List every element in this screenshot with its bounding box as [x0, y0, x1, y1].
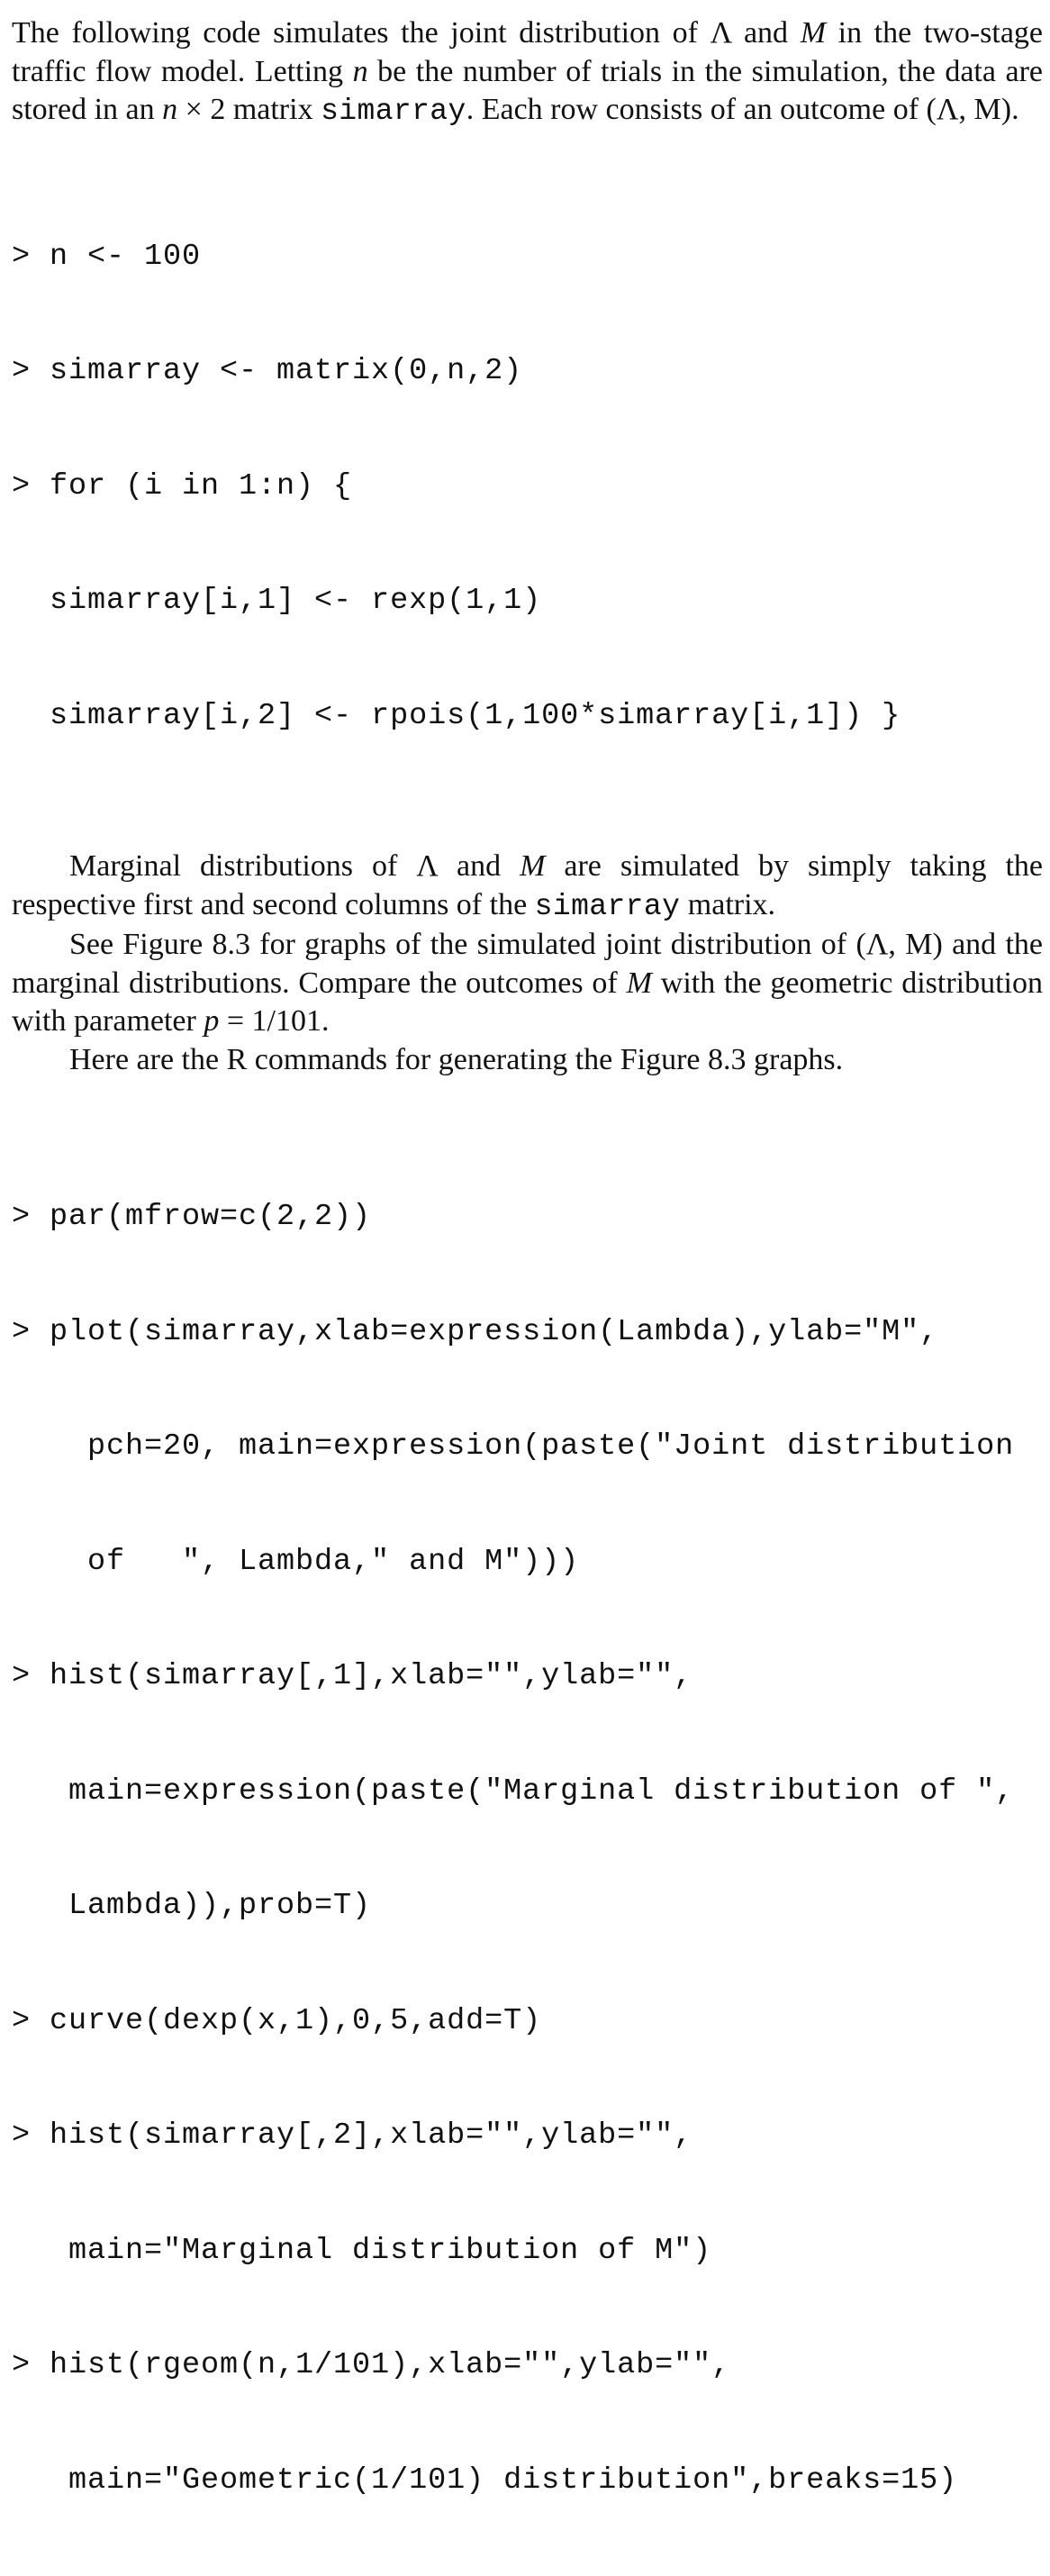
code-line: > hist(rgeom(n,1/101),xlab="",ylab="", — [12, 2348, 731, 2382]
code-line: > plot(simarray,xlab=expression(Lambda),ylab="M", — [12, 1314, 939, 1349]
figure-text-3: with the geometric distribution with parameter — [12, 966, 1043, 1038]
simarray-code-term: simarray — [534, 889, 681, 923]
m-symbol: M — [520, 849, 546, 883]
code-line: > par(mfrow=c(2,2)) — [12, 1200, 372, 1234]
marginal-text-3: are simulated by simply taking the respective first and second columns of the — [12, 849, 1044, 921]
m-symbol: M — [800, 16, 827, 50]
code-line: > for (i in 1:n) { — [12, 468, 353, 503]
code-line: Lambda)),prob=T) — [12, 1889, 372, 1923]
figure-paragraph — [12, 926, 1043, 1041]
intro-text-2: and — [731, 16, 801, 50]
page-content — [12, 14, 1043, 2576]
commands-paragraph: Here are the R commands for generating the Figure 8.3 graphs. — [69, 1042, 844, 1076]
lambda-symbol: Λ — [416, 849, 439, 883]
code-line: pch=20, main=expression(paste("Joint distribution — [12, 1429, 1015, 1464]
simarray-code-term: simarray — [321, 95, 466, 128]
intro-paragraph — [12, 14, 1043, 132]
code-line: main="Marginal distribution of M") — [12, 2233, 712, 2268]
code-block-plotting — [12, 1121, 1043, 2576]
lambda-m-pair: (Λ, M) — [855, 928, 943, 961]
marginal-paragraph — [12, 848, 1043, 926]
code-line: > n <- 100 — [12, 239, 202, 274]
p-symbol: p — [204, 1004, 220, 1038]
intro-text-4: be the number of trials in the simulation, the data are stored in an — [12, 54, 1044, 126]
code-line: > curve(dexp(x,1),0,5,add=T) — [12, 2003, 542, 2038]
intro-text-1: The following code simulates the joint distribution of — [12, 16, 711, 50]
intro-text-6: . — [1011, 93, 1019, 126]
m-symbol: M — [626, 966, 652, 1000]
intro-text-3: in the two-stage traffic flow model. Letting — [12, 16, 1044, 88]
lambda-m-pair: (Λ, M) — [926, 93, 1012, 126]
intro-text-5: . Each row consists of an outcome of — [466, 93, 927, 126]
code-block-simulation — [12, 161, 1043, 812]
code-line: simarray[i,1] <- rexp(1,1) — [12, 584, 542, 618]
code-line: > hist(simarray[,2],xlab="",ylab="", — [12, 2118, 693, 2153]
code-line: > simarray <- matrix(0,n,2) — [12, 354, 523, 388]
code-line: main="Geometric(1/101) distribution",breaks=15) — [12, 2463, 958, 2498]
explanation-section — [12, 848, 1043, 1079]
figure-text-2: and the marginal distributions. Compare the outcomes of — [12, 928, 1043, 1000]
marginal-text-1: Marginal distributions of — [69, 849, 417, 883]
code-line: simarray[i,2] <- rpois(1,100*simarray[i,1]) } — [12, 698, 901, 733]
lambda-symbol: Λ — [710, 16, 732, 50]
code-line: main=expression(paste("Marginal distribution of ", — [12, 1773, 1015, 1809]
n-symbol: n — [352, 54, 368, 88]
marginal-text-4: matrix. — [680, 887, 776, 921]
intro-times-text: × 2 matrix — [177, 93, 321, 126]
figure-text-1: See Figure 8.3 for graphs of the simulated joint distribution of — [69, 928, 856, 961]
marginal-text-2: and — [438, 849, 520, 883]
figure-text-4: = 1/101. — [219, 1004, 330, 1038]
code-line: of ", Lambda," and M"))) — [12, 1544, 580, 1579]
n-symbol: n — [162, 93, 178, 126]
code-line: > hist(simarray[,1],xlab="",ylab="", — [12, 1659, 693, 1693]
